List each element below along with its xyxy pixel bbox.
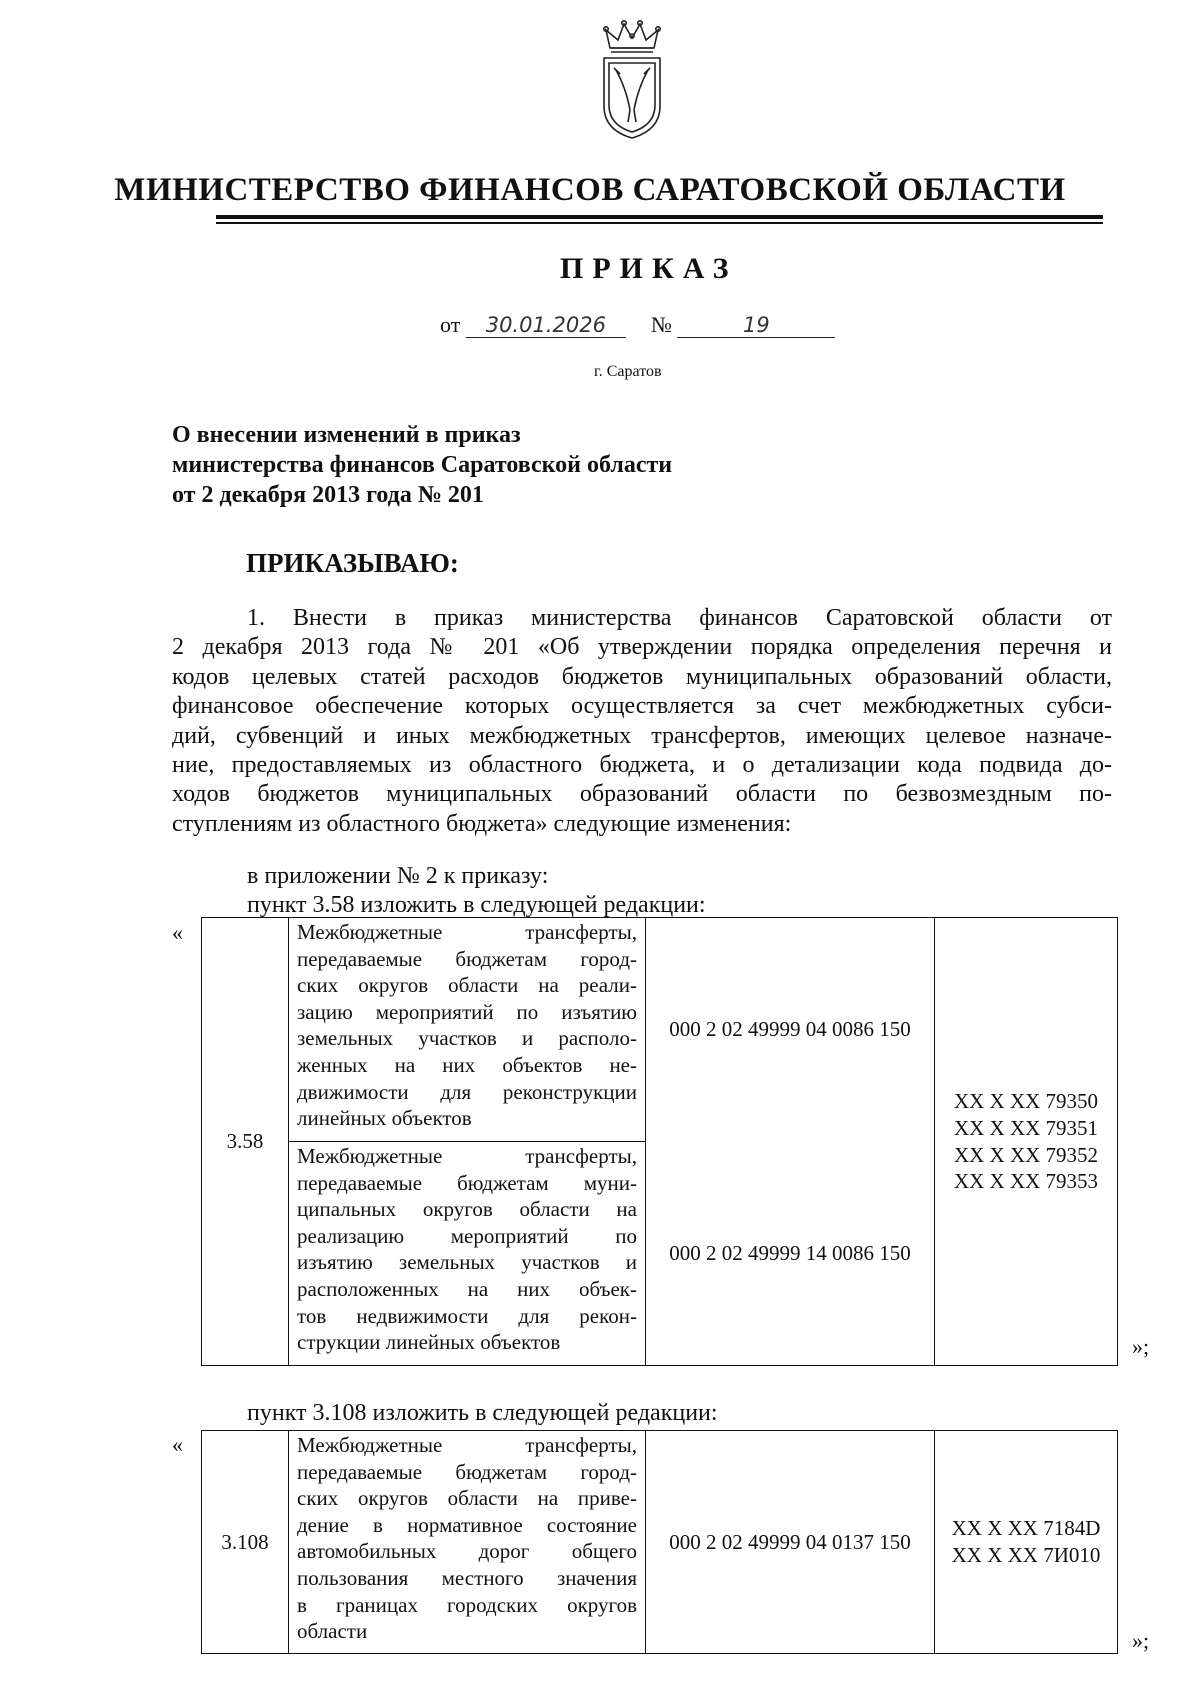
paragraph-line: кодов целевых статей расходов бюджетов муниципальных образований области, [172,663,1112,690]
subject-line: от 2 декабря 2013 года № 201 [172,482,484,508]
description-line: зацию мероприятий по изъятию [297,999,637,1024]
target-article-code: XX X XX 7И010 [951,1543,1101,1567]
description-line: женных на них объектов не- [297,1052,637,1077]
subject-line: О внесении изменений в приказ [172,422,521,448]
target-article-code: XX X XX 79351 [953,1115,1099,1140]
point-3-58-line: пункт 3.58 изложить в следующей редакции: [247,892,706,918]
paragraph-line: дий, субвенций и иных межбюджетных трансфертов, имеющих целевое назначе- [172,722,1112,749]
quote-close: »; [1132,1334,1150,1359]
description-line: изъятию земельных участков и [297,1250,637,1275]
coat-of-arms-emblem [590,18,674,142]
description-line: передаваемые бюджетам город- [297,946,637,971]
paragraph-line: ступлениям из областного бюджета» следующие изменения: [172,810,792,837]
table-row [202,1431,1118,1654]
paragraph-line: ходов бюджетов муниципальных образований области по безвозмездным по- [172,781,1112,808]
description-line: ских округов области на приве- [297,1486,637,1511]
target-article-codes-cell [935,1431,1118,1654]
number-prefix: № [650,312,672,337]
description-line: в границах городских округов [297,1592,637,1617]
paragraph-line: 2 декабря 2013 года № 201 «Об утверждении порядка определения перечня и [172,634,1112,661]
description-line: Межбюджетные трансферты, [297,920,637,944]
table-row [202,918,1118,1142]
income-code-cell [646,918,935,1366]
ministry-name: МИНИСТЕРСТВО ФИНАНСОВ САРАТОВСКОЙ ОБЛАСТИ [114,172,1066,208]
handwritten-date: 30.01.2026 [466,313,626,338]
target-article-code: XX X XX 79350 [953,1089,1099,1114]
point-number-cell: 3.58 [202,918,289,1366]
description-line: ципальных округов области на [297,1197,637,1222]
description-line: земельных участков и располо- [297,1026,637,1051]
income-code: 000 2 02 49999 04 0137 150 [669,1529,911,1554]
order-subject [172,420,672,510]
table-point-3-58 [201,917,1118,1366]
subject-line: министерства финансов Саратовской области [172,452,673,478]
paragraph-line: финансовое обеспечение которых осуществляется за счет межбюджетных субси- [172,693,1112,720]
description-line: линейных объектов [297,1106,472,1131]
appendix-line: в приложении № 2 к приказу: [247,863,549,889]
description-cell [289,1142,646,1366]
handwritten-number: 19 [677,313,835,338]
income-code-cell [646,1431,935,1654]
description-line: движимости для реконструкции [297,1079,637,1104]
quote-open: « [172,920,183,945]
point-number-cell: 3.108 [202,1431,289,1654]
description-line: автомобильных дорог общего [297,1539,637,1564]
description-line: передаваемые бюджетам муни- [297,1170,637,1195]
description-line: расположенных на них объек- [297,1276,637,1301]
quote-close: »; [1132,1628,1150,1653]
description-line: области [297,1619,368,1644]
order-directive-heading: ПРИКАЗЫВАЮ: [246,548,459,578]
document-type-title: ПРИКАЗ [560,252,738,285]
date-number-line [440,312,835,338]
income-code: 000 2 02 49999 04 0086 150 [669,1017,911,1041]
description-line: Межбюджетные трансферты, [297,1144,637,1168]
target-article-code: XX X XX 79353 [953,1169,1099,1194]
description-line: пользования местного значения [297,1565,637,1590]
paragraph-line: ние, предоставляемых из областного бюджета, и о детализации кода подвида до- [172,752,1112,779]
paragraph-line: 1. Внести в приказ министерства финансов Саратовской области от [247,605,1112,631]
city-label: г. Саратов [594,363,662,380]
description-cell [289,1431,646,1654]
description-line: передаваемые бюджетам город- [297,1459,637,1484]
header-divider-thick [216,215,1103,219]
target-article-code: XX X XX 79352 [953,1142,1099,1167]
description-line: ских округов области на реали- [297,973,637,998]
paragraph-1 [172,604,1112,839]
point-3-108-line: пункт 3.108 изложить в следующей редакции: [247,1400,718,1426]
target-article-code: XX X XX 7184D [951,1516,1101,1541]
description-line: струкции линейных объектов [297,1330,561,1355]
target-article-codes-cell [935,918,1118,1366]
table-point-3-108 [201,1430,1118,1654]
date-prefix: от [440,312,461,337]
description-line: дение в нормативное состояние [297,1512,637,1537]
header-divider-thin [216,222,1103,224]
income-code: 000 2 02 49999 14 0086 150 [669,1241,911,1265]
description-line: тов недвижимости для рекон- [297,1303,637,1328]
description-line: реализацию мероприятий по [297,1223,637,1248]
quote-open: « [172,1432,183,1457]
description-cell [289,918,646,1142]
description-line: Межбюджетные трансферты, [297,1433,637,1457]
